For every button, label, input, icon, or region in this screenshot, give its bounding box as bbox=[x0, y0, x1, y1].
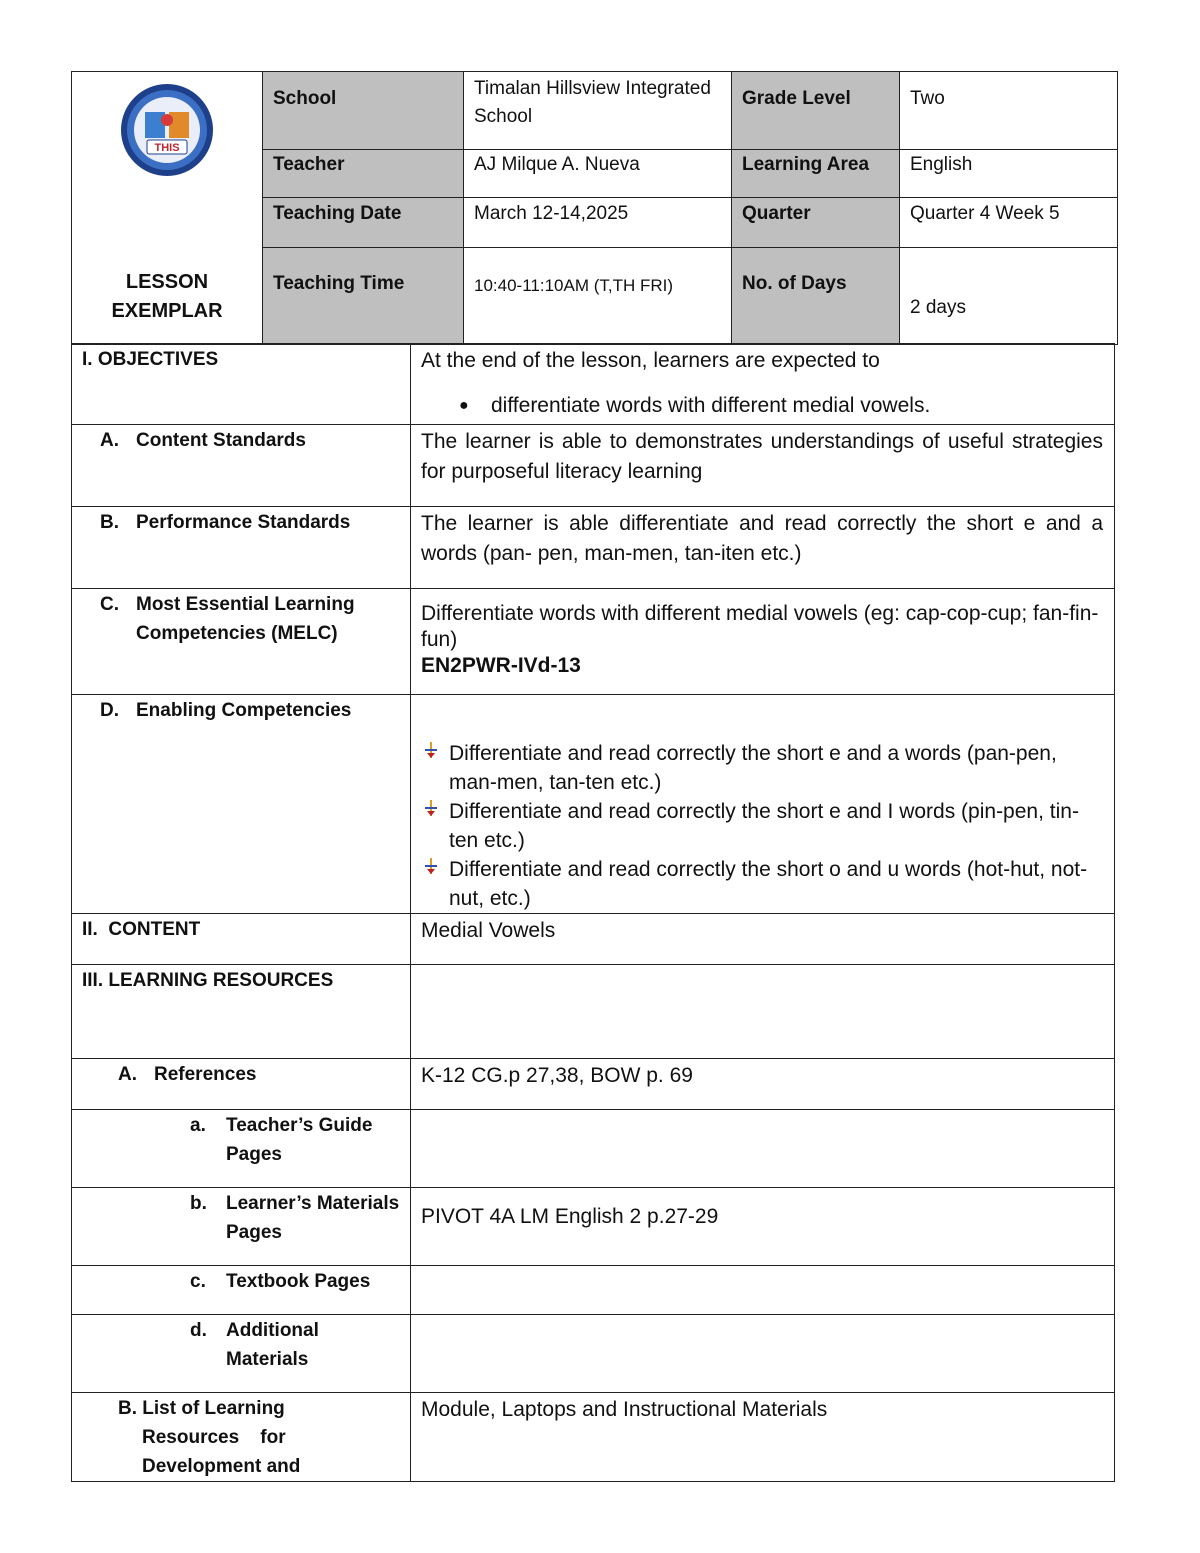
lesson-plan-table bbox=[71, 343, 1115, 1482]
performance-standards-label: B. Performance Standards bbox=[72, 507, 411, 589]
learning-resources-label: III. LEARNING RESOURCES bbox=[72, 965, 411, 1059]
list-resources-text: Module, Laptops and Instructional Materials bbox=[411, 1393, 1115, 1482]
textbook-text bbox=[411, 1266, 1115, 1315]
teaching-time-value: 10:40-11:10AM (T,TH FRI) bbox=[464, 248, 732, 345]
enabling-item: Differentiate and read correctly the short o and u words (hot-hut, not-nut, etc.) bbox=[421, 855, 1103, 913]
teaching-time-label: Teaching Time bbox=[263, 248, 464, 345]
melc-label: C. Most Essential Learning Competencies (MELC) bbox=[72, 589, 411, 695]
content-text: Medial Vowels bbox=[411, 914, 1115, 965]
melc-row bbox=[72, 589, 1115, 695]
references-label: A. References bbox=[72, 1059, 411, 1110]
content-row bbox=[72, 914, 1115, 965]
references-text: K-12 CG.p 27,38, BOW p. 69 bbox=[411, 1059, 1115, 1110]
objectives-label: I. OBJECTIVES bbox=[72, 344, 411, 425]
list-resources-row bbox=[72, 1393, 1115, 1482]
additional-materials-label: d. Additional Materials bbox=[72, 1315, 411, 1393]
no-of-days-label: No. of Days bbox=[732, 248, 900, 345]
school-logo bbox=[117, 82, 217, 178]
learners-materials-row bbox=[72, 1188, 1115, 1266]
logo-text: THIS bbox=[154, 142, 180, 154]
learning-resources-row bbox=[72, 965, 1115, 1059]
teachers-guide-label: a. Teacher’s Guide Pages bbox=[72, 1110, 411, 1188]
objectives-bullet: ● differentiate words with different medial vowels. bbox=[421, 391, 1103, 421]
textbook-label: c. Textbook Pages bbox=[72, 1266, 411, 1315]
teaching-date-value: March 12-14,2025 bbox=[464, 198, 732, 248]
melc-cell bbox=[411, 589, 1115, 695]
enabling-item: Differentiate and read correctly the short e and a words (pan-pen, man-men, tan-ten etc.) bbox=[421, 739, 1103, 797]
textbook-row bbox=[72, 1266, 1115, 1315]
school-label: School bbox=[263, 72, 464, 150]
list-resources-label: B. List of Learning Resources for Development and bbox=[72, 1393, 411, 1482]
performance-standards-row bbox=[72, 507, 1115, 589]
no-of-days-value: 2 days bbox=[900, 248, 1118, 345]
teacher-label: Teacher bbox=[263, 150, 464, 198]
references-row bbox=[72, 1059, 1115, 1110]
objectives-row bbox=[72, 344, 1115, 425]
teachers-guide-text bbox=[411, 1110, 1115, 1188]
enabling-competencies-row bbox=[72, 695, 1115, 914]
melc-text: Differentiate words with different medial vowels (eg: cap-cop-cup; fan-fin-fun) bbox=[421, 602, 1099, 651]
grade-level-value: Two bbox=[900, 72, 1118, 150]
melc-code: EN2PWR-IVd-13 bbox=[421, 654, 581, 677]
header-table bbox=[71, 71, 1118, 345]
learners-materials-text: PIVOT 4A LM English 2 p.27-29 bbox=[411, 1188, 1115, 1266]
content-label: II. CONTENT bbox=[72, 914, 411, 965]
quarter-label: Quarter bbox=[732, 198, 900, 248]
content-standards-label: A. Content Standards bbox=[72, 425, 411, 507]
learners-materials-label: b. Learner’s Materials Pages bbox=[72, 1188, 411, 1266]
arrow-down-icon bbox=[421, 797, 449, 855]
enabling-competencies-cell bbox=[411, 695, 1115, 914]
arrow-down-icon bbox=[421, 855, 449, 913]
content-standards-text: The learner is able to demonstrates understandings of useful strategies for purposeful literacy learning bbox=[411, 425, 1115, 507]
learning-resources-text bbox=[411, 965, 1115, 1059]
objectives-cell bbox=[411, 344, 1115, 425]
enabling-item: Differentiate and read correctly the short e and I words (pin-pen, tin-ten etc.) bbox=[421, 797, 1103, 855]
enabling-competencies-label: D. Enabling Competencies bbox=[72, 695, 411, 914]
logo-cell bbox=[72, 72, 263, 345]
bullet-icon: ● bbox=[459, 397, 469, 414]
performance-standards-text: The learner is able differentiate and read correctly the short e and a words (pan- pen, man-men, tan-iten etc.) bbox=[411, 507, 1115, 589]
teachers-guide-row bbox=[72, 1110, 1115, 1188]
grade-level-label: Grade Level bbox=[732, 72, 900, 150]
teaching-date-label: Teaching Date bbox=[263, 198, 464, 248]
arrow-down-icon bbox=[421, 739, 449, 797]
quarter-value: Quarter 4 Week 5 bbox=[900, 198, 1118, 248]
teacher-value: AJ Milque A. Nueva bbox=[464, 150, 732, 198]
objectives-intro: At the end of the lesson, learners are expected to bbox=[421, 349, 880, 372]
learning-area-label: Learning Area bbox=[732, 150, 900, 198]
learning-area-value: English bbox=[900, 150, 1118, 198]
additional-materials-text bbox=[411, 1315, 1115, 1393]
lesson-exemplar-title: LESSON EXEMPLAR bbox=[111, 271, 223, 322]
school-value: Timalan Hillsview Integrated School bbox=[464, 72, 732, 150]
additional-materials-row bbox=[72, 1315, 1115, 1393]
content-standards-row bbox=[72, 425, 1115, 507]
